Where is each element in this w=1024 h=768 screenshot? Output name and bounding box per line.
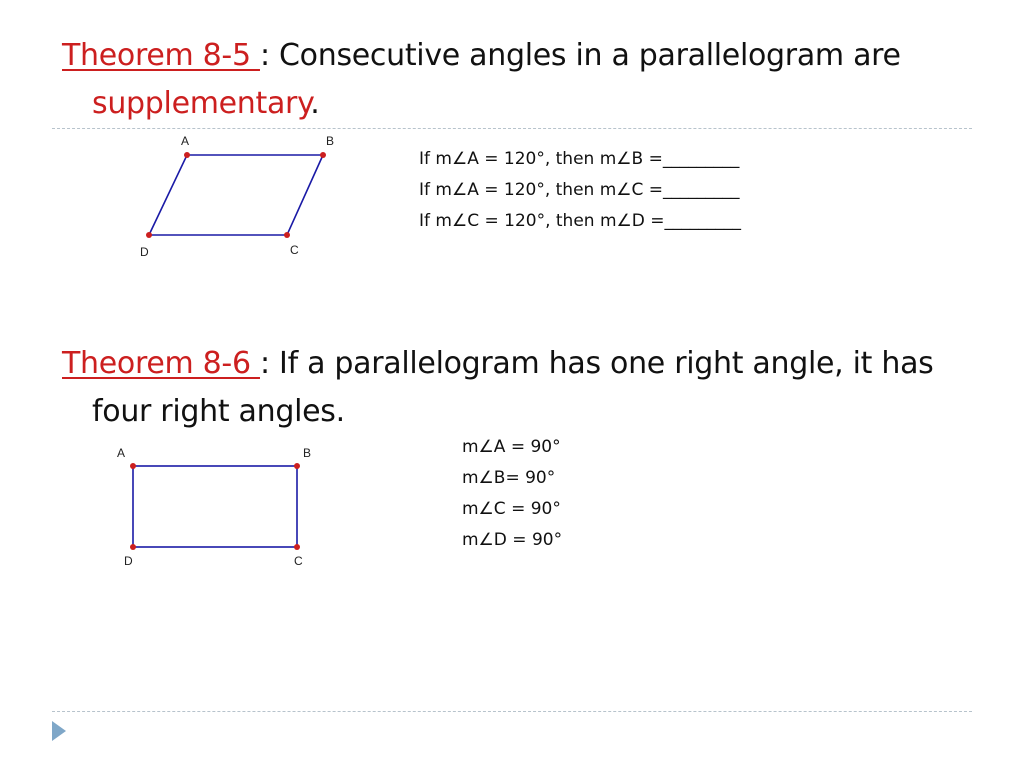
vertex-b-dot xyxy=(294,463,300,469)
fact-angle-d: m∠D = 90° xyxy=(462,530,563,550)
vertex-b-dot xyxy=(320,152,326,158)
theorem-8-5-ref: Theorem 8-5 xyxy=(62,38,260,73)
parallelogram-shape xyxy=(149,155,323,235)
theorem-8-5-line1 xyxy=(62,32,901,80)
theorem-8-6-text: : If a parallelogram has one right angle, it has xyxy=(259,346,934,381)
theorem-8-5-text: : Consecutive angles in a parallelogram are xyxy=(259,38,901,73)
question-1: If m∠A = 120°, then m∠B =_________ xyxy=(419,149,740,169)
question-2: If m∠A = 120°, then m∠C =_________ xyxy=(419,180,740,200)
rectangle-figure xyxy=(110,440,330,575)
theorem-8-5-period: . xyxy=(310,86,320,121)
vertex-b-label: B xyxy=(303,446,312,460)
vertex-d-dot xyxy=(130,544,136,550)
question-3: If m∠C = 120°, then m∠D =_________ xyxy=(419,211,741,231)
vertex-b-label: B xyxy=(326,134,335,148)
fact-angle-c: m∠C = 90° xyxy=(462,499,561,519)
vertex-d-label: D xyxy=(140,245,149,259)
fact-angle-a: m∠A = 90° xyxy=(462,437,561,457)
vertex-a-label: A xyxy=(181,134,190,148)
vertex-d-dot xyxy=(146,232,152,238)
theorem-8-6 xyxy=(62,340,934,436)
rectangle-shape xyxy=(133,466,297,547)
theorem-8-6-line1 xyxy=(62,340,934,388)
theorem-8-6-line2: four right angles. xyxy=(92,394,345,429)
theorem-8-6-ref: Theorem 8-6 xyxy=(62,346,260,381)
section-divider-bottom xyxy=(52,711,972,712)
vertex-c-dot xyxy=(294,544,300,550)
vertex-a-dot xyxy=(130,463,136,469)
vertex-a-label: A xyxy=(117,446,126,460)
section-divider-top xyxy=(52,128,972,129)
theorem-8-5 xyxy=(62,32,901,128)
vertex-c-label: C xyxy=(294,554,303,568)
right-angle-facts xyxy=(462,432,562,556)
vertex-c-label: C xyxy=(290,243,299,257)
vertex-a-dot xyxy=(184,152,190,158)
theorem-8-5-line2 xyxy=(62,80,901,128)
parallelogram-figure xyxy=(130,130,350,265)
angle-questions xyxy=(419,144,741,237)
theorem-8-5-highlight: supplementary xyxy=(92,86,311,121)
play-arrow-icon[interactable] xyxy=(52,721,66,741)
fact-angle-b: m∠B= 90° xyxy=(462,468,556,488)
vertex-c-dot xyxy=(284,232,290,238)
vertex-d-label: D xyxy=(124,554,133,568)
